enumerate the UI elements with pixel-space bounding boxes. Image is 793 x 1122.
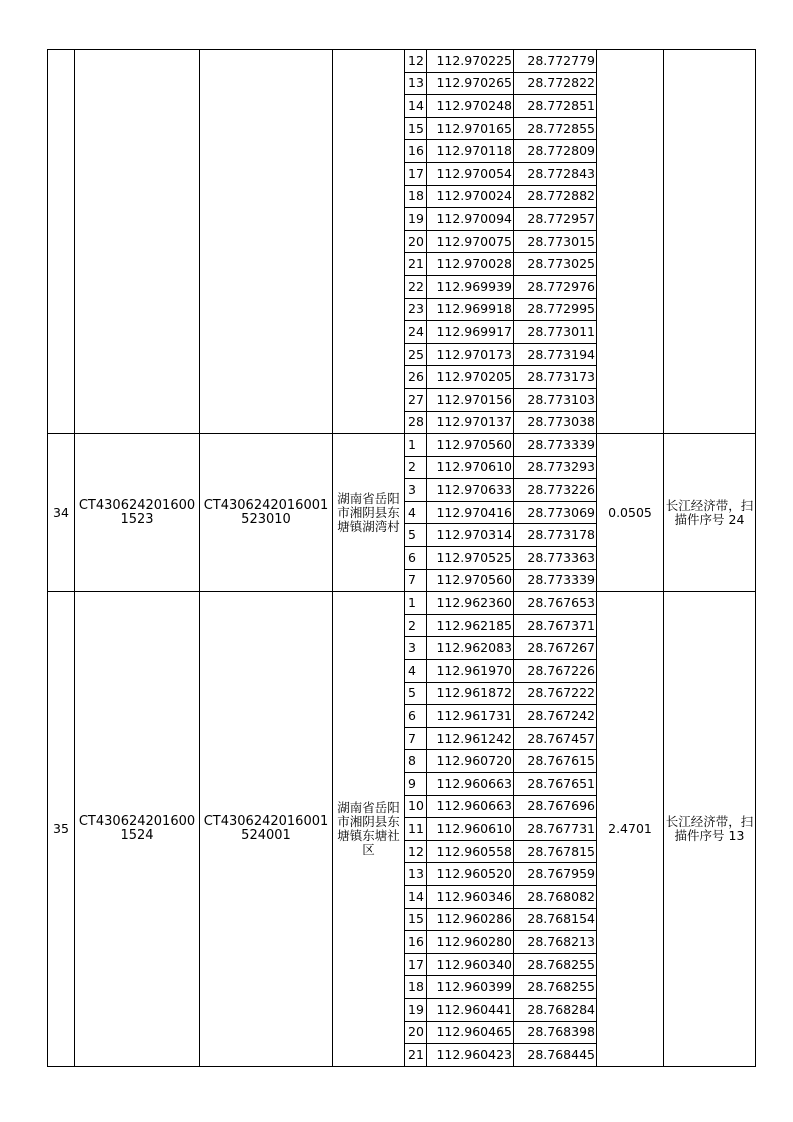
point-seq: 5 [405, 682, 427, 705]
point-latitude: 28.768255 [514, 976, 597, 999]
record-number: 35 [48, 592, 75, 1066]
point-seq: 15 [405, 908, 427, 931]
point-longitude: 112.970054 [427, 162, 514, 185]
point-latitude: 28.773293 [514, 456, 597, 479]
parcel-code-cell [200, 50, 333, 434]
point-longitude: 112.970024 [427, 185, 514, 208]
point-seq: 3 [405, 479, 427, 502]
point-longitude: 112.960610 [427, 818, 514, 841]
point-seq: 16 [405, 140, 427, 163]
point-latitude: 28.772882 [514, 185, 597, 208]
point-seq: 18 [405, 185, 427, 208]
point-latitude: 28.772855 [514, 117, 597, 140]
point-seq: 2 [405, 456, 427, 479]
area-value: 0.0505 [597, 434, 664, 592]
point-longitude: 112.970248 [427, 95, 514, 118]
point-longitude: 112.961970 [427, 660, 514, 683]
area-value: 2.4701 [597, 592, 664, 1066]
point-latitude: 28.767959 [514, 863, 597, 886]
record-code: CT4306242016001524 [75, 592, 200, 1066]
point-longitude: 112.970156 [427, 388, 514, 411]
point-latitude: 28.773339 [514, 569, 597, 592]
point-seq: 23 [405, 298, 427, 321]
point-latitude: 28.772779 [514, 50, 597, 73]
point-longitude: 112.970525 [427, 547, 514, 570]
point-seq: 1 [405, 434, 427, 457]
point-seq: 12 [405, 50, 427, 73]
point-latitude: 28.767731 [514, 818, 597, 841]
point-seq: 8 [405, 750, 427, 773]
point-seq: 21 [405, 253, 427, 276]
point-latitude: 28.772995 [514, 298, 597, 321]
point-longitude: 112.960558 [427, 840, 514, 863]
point-longitude: 112.962360 [427, 592, 514, 615]
parcel-code: CT4306242016001524001 [200, 592, 333, 1066]
point-longitude: 112.960663 [427, 773, 514, 796]
point-longitude: 112.970633 [427, 479, 514, 502]
point-latitude: 28.767815 [514, 840, 597, 863]
point-seq: 9 [405, 773, 427, 796]
point-longitude: 112.970094 [427, 208, 514, 231]
point-seq: 26 [405, 366, 427, 389]
point-longitude: 112.970416 [427, 501, 514, 524]
note: 长江经济带，扫描件序号 13 [664, 592, 756, 1066]
point-latitude: 28.773194 [514, 343, 597, 366]
point-longitude: 112.970028 [427, 253, 514, 276]
point-longitude: 112.970314 [427, 524, 514, 547]
point-longitude: 112.960286 [427, 908, 514, 931]
point-seq: 25 [405, 343, 427, 366]
point-longitude: 112.960340 [427, 953, 514, 976]
point-longitude: 112.970265 [427, 72, 514, 95]
point-latitude: 28.773173 [514, 366, 597, 389]
point-latitude: 28.767615 [514, 750, 597, 773]
point-latitude: 28.773015 [514, 230, 597, 253]
point-seq: 20 [405, 230, 427, 253]
point-longitude: 112.961872 [427, 682, 514, 705]
point-latitude: 28.768445 [514, 1044, 597, 1067]
record-code-cell [75, 50, 200, 434]
point-latitude: 28.767226 [514, 660, 597, 683]
point-latitude: 28.773025 [514, 253, 597, 276]
note-cell [664, 50, 756, 434]
point-longitude: 112.960346 [427, 885, 514, 908]
point-latitude: 28.773226 [514, 479, 597, 502]
point-latitude: 28.768255 [514, 953, 597, 976]
point-seq: 18 [405, 976, 427, 999]
record-code: CT4306242016001523 [75, 434, 200, 592]
point-latitude: 28.768213 [514, 931, 597, 954]
point-seq: 24 [405, 321, 427, 344]
point-longitude: 112.960399 [427, 976, 514, 999]
point-seq: 28 [405, 411, 427, 434]
point-longitude: 112.970205 [427, 366, 514, 389]
point-latitude: 28.768082 [514, 885, 597, 908]
table-row [48, 50, 756, 73]
point-latitude: 28.772843 [514, 162, 597, 185]
coordinate-table [47, 49, 756, 1067]
point-latitude: 28.773011 [514, 321, 597, 344]
parcel-code: CT4306242016001523010 [200, 434, 333, 592]
record-number: 34 [48, 434, 75, 592]
point-seq: 10 [405, 795, 427, 818]
point-longitude: 112.970560 [427, 569, 514, 592]
point-latitude: 28.772851 [514, 95, 597, 118]
point-latitude: 28.773103 [514, 388, 597, 411]
point-longitude: 112.960663 [427, 795, 514, 818]
point-seq: 17 [405, 162, 427, 185]
point-latitude: 28.767653 [514, 592, 597, 615]
record-number-cell [48, 50, 75, 434]
point-seq: 27 [405, 388, 427, 411]
table-row [48, 592, 756, 615]
point-seq: 15 [405, 117, 427, 140]
point-seq: 7 [405, 727, 427, 750]
point-longitude: 112.970173 [427, 343, 514, 366]
point-latitude: 28.772957 [514, 208, 597, 231]
point-longitude: 112.960280 [427, 931, 514, 954]
point-seq: 14 [405, 885, 427, 908]
point-seq: 11 [405, 818, 427, 841]
point-longitude: 112.960423 [427, 1044, 514, 1067]
point-seq: 13 [405, 863, 427, 886]
point-longitude: 112.960465 [427, 1021, 514, 1044]
point-longitude: 112.969939 [427, 275, 514, 298]
table-row [48, 434, 756, 457]
point-latitude: 28.773069 [514, 501, 597, 524]
point-seq: 4 [405, 660, 427, 683]
point-latitude: 28.767457 [514, 727, 597, 750]
table-body [48, 50, 756, 1067]
point-latitude: 28.772822 [514, 72, 597, 95]
area-cell [597, 50, 664, 434]
point-longitude: 112.961731 [427, 705, 514, 728]
point-latitude: 28.767696 [514, 795, 597, 818]
point-seq: 16 [405, 931, 427, 954]
point-seq: 4 [405, 501, 427, 524]
point-seq: 2 [405, 614, 427, 637]
point-seq: 14 [405, 95, 427, 118]
location: 湖南省岳阳市湘阴县东塘镇湖湾村 [333, 434, 405, 592]
point-seq: 19 [405, 998, 427, 1021]
point-latitude: 28.767267 [514, 637, 597, 660]
point-longitude: 112.969918 [427, 298, 514, 321]
point-longitude: 112.970165 [427, 117, 514, 140]
point-longitude: 112.970560 [427, 434, 514, 457]
point-longitude: 112.960441 [427, 998, 514, 1021]
point-longitude: 112.970118 [427, 140, 514, 163]
point-longitude: 112.970075 [427, 230, 514, 253]
point-latitude: 28.767371 [514, 614, 597, 637]
point-longitude: 112.970610 [427, 456, 514, 479]
point-seq: 22 [405, 275, 427, 298]
point-latitude: 28.767242 [514, 705, 597, 728]
point-latitude: 28.772976 [514, 275, 597, 298]
location: 湖南省岳阳市湘阴县东塘镇东塘社区 [333, 592, 405, 1066]
point-longitude: 112.961242 [427, 727, 514, 750]
point-seq: 1 [405, 592, 427, 615]
point-latitude: 28.768284 [514, 998, 597, 1021]
point-latitude: 28.767651 [514, 773, 597, 796]
point-longitude: 112.962185 [427, 614, 514, 637]
point-latitude: 28.773339 [514, 434, 597, 457]
point-latitude: 28.767222 [514, 682, 597, 705]
point-longitude: 112.970225 [427, 50, 514, 73]
point-seq: 20 [405, 1021, 427, 1044]
point-longitude: 112.960520 [427, 863, 514, 886]
point-longitude: 112.960720 [427, 750, 514, 773]
point-latitude: 28.773363 [514, 547, 597, 570]
point-longitude: 112.969917 [427, 321, 514, 344]
point-latitude: 28.768398 [514, 1021, 597, 1044]
point-seq: 3 [405, 637, 427, 660]
point-seq: 19 [405, 208, 427, 231]
point-seq: 6 [405, 705, 427, 728]
point-longitude: 112.970137 [427, 411, 514, 434]
point-seq: 12 [405, 840, 427, 863]
point-seq: 13 [405, 72, 427, 95]
point-seq: 17 [405, 953, 427, 976]
point-latitude: 28.772809 [514, 140, 597, 163]
point-latitude: 28.773038 [514, 411, 597, 434]
point-latitude: 28.768154 [514, 908, 597, 931]
location-cell [333, 50, 405, 434]
point-latitude: 28.773178 [514, 524, 597, 547]
point-longitude: 112.962083 [427, 637, 514, 660]
point-seq: 7 [405, 569, 427, 592]
point-seq: 21 [405, 1044, 427, 1067]
point-seq: 5 [405, 524, 427, 547]
point-seq: 6 [405, 547, 427, 570]
note: 长江经济带，扫描件序号 24 [664, 434, 756, 592]
